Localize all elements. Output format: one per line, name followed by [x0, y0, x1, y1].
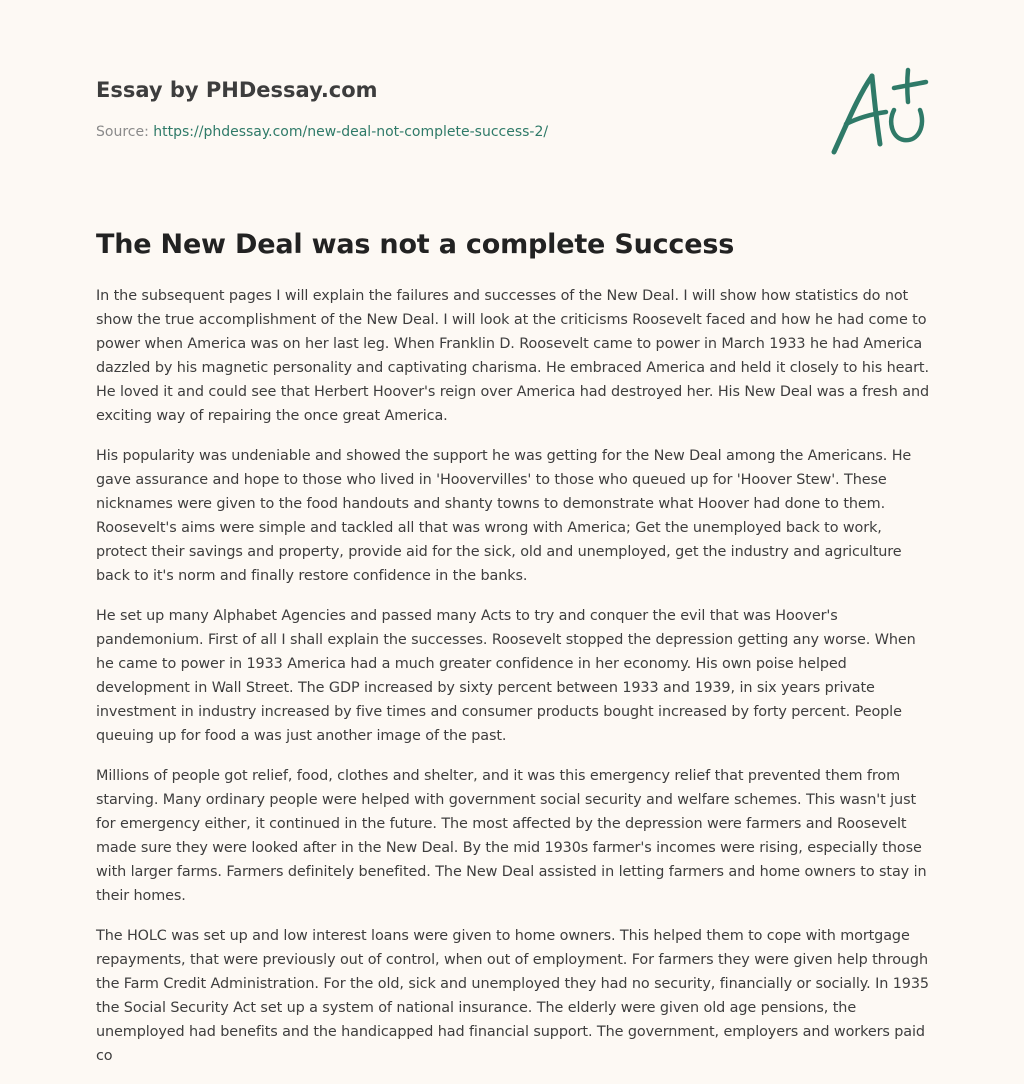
essay-header — [96, 76, 928, 186]
essay-paragraph: His popularity was undeniable and showed the support he was getting for the New Deal among the Americans. He gave assurance and hope to those who lived in 'Hoovervilles' to those who queued up for 'Hoover Stew'. These nicknames were given to the food handouts and shanty towns to demonstrate what Hoover had done to them. Roosevelt's aims were simple and tackled all that was wrong with America; Get the unemployed back to work, protect their savings and property, provide aid for the sick, old and unemployed, get the industry and agriculture back to it's norm and finally restore confidence in the banks. — [96, 448, 912, 584]
essay-paragraph: Millions of people got relief, food, clothes and shelter, and it was this emergency relief that prevented them from starving. Many ordinary people were helped with government social security and welfare schemes. This wasn't just for emergency either, it continued in the future. The most affected by the depression were farmers and Roosevelt made sure they were looked after in the New Deal. By the mid 1930s farmer's incomes were rising, especially those with larger farms. Farmers definitely benefited. The New Deal assisted in letting farmers and home owners to stay in their homes. — [96, 768, 927, 904]
site-brand: Essay by PHDessay.com — [96, 78, 378, 102]
essay-paragraph: He set up many Alphabet Agencies and passed many Acts to try and conquer the evil that was Hoover's pandemonium. First of all I shall explain the successes. Roosevelt stopped the depression getting any worse. When he came to power in 1933 America had a much greater confidence in her economy. His own poise helped development in Wall Street. The GDP increased by sixty percent between 1933 and 1939, in six years private investment in industry increased by five times and consumer products bought increased by forty percent. People queuing up for food a was just another image of the past. — [96, 608, 916, 744]
essay-title: The New Deal was not a complete Success — [96, 229, 735, 260]
source-link[interactable]: https://phdessay.com/new-deal-not-complete-success-2/ — [153, 124, 549, 140]
essay-paragraph: The HOLC was set up and low interest loans were given to home owners. This helped them to cope with mortgage repayments, that were previously out of control, when out of employment. For farmers they were given help through the Farm Credit Administration. For the old, sick and unemployed they had no security, financially or socially. In 1935 the Social Security Act set up a system of national insurance. The elderly were given old age pensions, the unemployed had benefits and the handicapped had financial support. The government, employers and workers paid co — [96, 928, 929, 1064]
a-plus-logo-icon — [828, 66, 932, 162]
source-line — [96, 122, 928, 142]
essay-body — [96, 284, 932, 1084]
essay-paragraph: In the subsequent pages I will explain the failures and successes of the New Deal. I will show how statistics do not show the true accomplishment of the New Deal. I will look at the criticisms Roosevelt faced and how he had come to power when America was on her last leg. When Franklin D. Roosevelt came to power in March 1933 he had America dazzled by his magnetic personality and captivating charisma. He embraced America and held it closely to his heart. He loved it and could see that Herbert Hoover's reign over America had destroyed her. His New Deal was a fresh and exciting way of repairing the once great America. — [96, 288, 930, 424]
source-label: Source: — [96, 124, 154, 140]
